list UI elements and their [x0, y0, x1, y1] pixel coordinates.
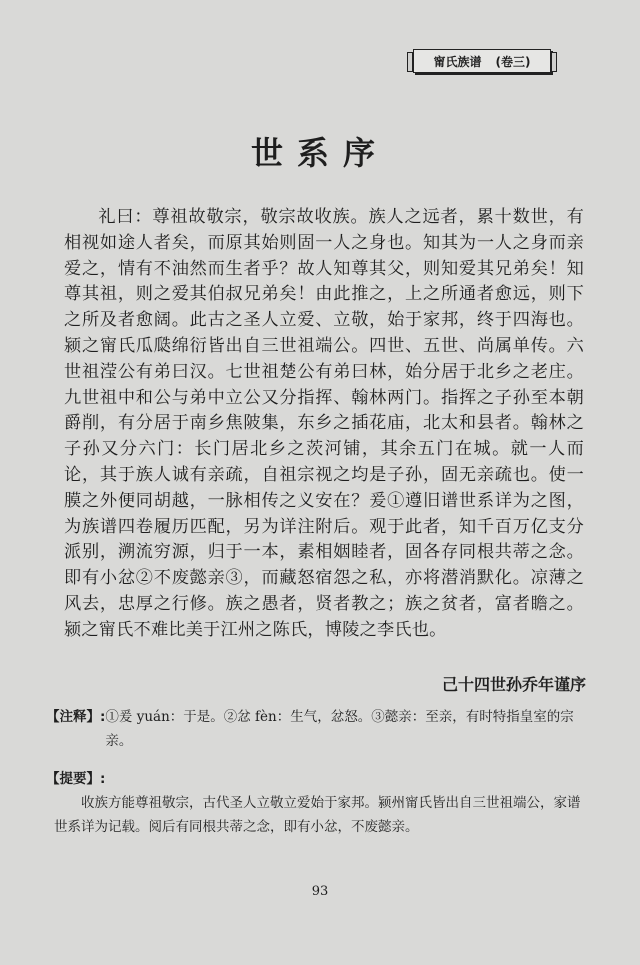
summary-content: 收族方能尊祖敬宗，古代圣人立敬立爱始于家邦。颍州甯氏皆出自三世祖端公，家谱世系详为记载。阅后有同根共蒂之念，即有小忿，不废懿亲。: [54, 795, 581, 835]
running-header: [413, 49, 551, 73]
notes-section: [46, 705, 592, 753]
header-volume: (卷三): [495, 54, 531, 69]
notes-content: ①爰 yuán：于是。②忿 fèn：生气，忿怒。③懿亲：至亲，有时特指皇室的宗亲。: [105, 709, 574, 749]
page-title: 世系序: [250, 134, 389, 172]
page-number: 93: [311, 884, 329, 899]
preface-paragraph: 礼曰：尊祖故敬宗，敬宗故收族。族人之远者，累十数世，有相视如途人者矣，而原其始则固一人之身也。知其为一人之身而亲爱之，情有不油然而生者乎？故人知尊其父，则知爱其兄弟矣！知尊其祖，则之爱其伯叔兄弟矣！由此推之，上之所通者愈远，则下之所及者愈阔。此古之圣人立爱、立敬，始于家邦，终于四海也。颍之甯氏瓜瓞绵衍皆出自三世祖端公。四世、五世、尚属单传。六世祖滢公有弟曰汉。七世祖楚公有弟曰林，始分居于北乡之老庄。九世祖中和公与弟中立公又分指挥、翰林两门。指挥之子孙至本朝爵削，有分居于南乡焦陂集，东乡之插花庙，北太和县者。翰林之子孙又分六门：长门居北乡之茨河铺，其余五门在城。就一人而论，其于族人诚有亲疏，自祖宗视之均是子孙，固无亲疏也。使一膜之外便同胡越，一脉相传之义安在？爰①遵旧谱世系详为之图，为族谱四卷履历匹配，另为详注附后。观于此者，知千百万亿支分派别，溯流穷源，归于一本，素相姻睦者，固各存同根共蒂之念。即有小忿②不废懿亲③，而藏怒宿怨之私，亦将潜消默化。凉薄之风去，忠厚之行修。族之愚者，贤者教之；族之贫者，富者瞻之。颍之甯氏不难比美于江州之陈氏，博陵之李氏也。: [64, 207, 584, 640]
scroll-cap-left: [407, 52, 413, 72]
signature: 己十四世孙乔年谨序: [441, 675, 586, 694]
scroll-cap-right: [551, 52, 557, 72]
summary-label: 【提要】:: [46, 771, 106, 787]
notes-label: 【注释】:: [46, 709, 106, 725]
preface-body: [64, 205, 584, 644]
header-book-title: 甯氏族谱: [433, 54, 482, 69]
summary-section: [46, 767, 592, 839]
